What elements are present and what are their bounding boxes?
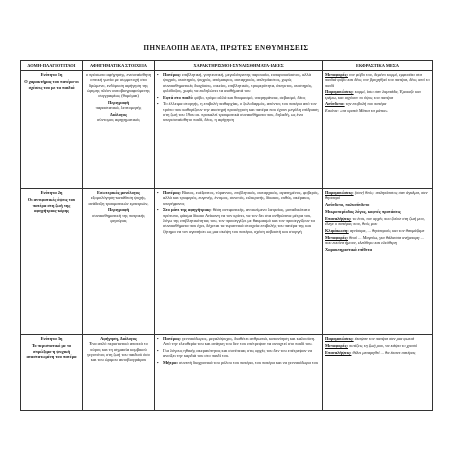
means-label: Χαρακτηριστικά επίθετα [325,246,373,252]
means-item [325,202,430,207]
narrative-text: Ένα απλό περιστατικό αποκτά το κύρος και τη σημασία κομβικού γεγονότος στη ζωή του παιδιού όσο και του ώριμου αυτοβιογράφου [87,341,150,363]
means-item [325,72,430,88]
narrative-text: συναισθηματική της πατρικής φιγούρας [92,212,145,223]
means-item [325,209,430,214]
means-item [325,190,430,201]
bullet-text: θέση αντιφατικής, αντικείμενο λατρείας, μοναδικότατο πρότυπο, φάσμα δίκαιο Ανίκανη να τον κρίνει, να τον δει στα ανθρώπινα μέτρα του, λόγω της επιβλητικότητας του, τον προσεγγίζει με θαυμασμό και τον προσεγγίζουν τα συναισθήματα που έχει, δέχεται τα τυραννικά στοιχεία επιβολής του πατέρα της και ζήτημα να τον αγαπήσει ως μια σκέψη του πατέρα, σχέση σεβαστή και στοργή [163,207,315,234]
table-row [21,335,433,411]
header-narrative: ΑΦΗΓΗΜΑΤΙΚΑ ΣΤΟΙΧΕΙΑ [83,61,155,71]
means-text: αγνίσαμε, ... θησαυρούς και τον θαυμάζαμε [349,227,425,233]
bullet-icon: • [157,360,159,366]
characterization-cell [155,335,323,411]
means-text: κορμί, ίσιο σαν λαμπάδα, Έμοιαζε και τρέμω, και ισχύουν το ύψος του πατέρα [325,89,421,100]
narrative-label: Διάλογος [109,112,128,118]
bullet-text: επιβλητική, γοητευτική, μεγαλόπρεπης παρουσία, ευπαρουσίαστος, αλλά ψυχρός, αυστηρός, ψυχρός, απόμακρος, αυταρχικός, απλησίαστος, χωρίς συναισθηματικές διαχύσεις, οικείος, επιβλητικός, τρυφερότητα, άτεγκτος, αυστηρός, φιλόδοξος, χωρίς να εκδηλώνει τα αισθήματά του [163,72,313,93]
bullet-text: γενναιόδωρος, μεγαλόψυχος, διαθέτει ανθρωπιά, κατανόηση και καλοσύνη. Από την ελευθερία του και ανάγκη του δεν του επέτρεψαν να ανοιχτεί στο παιδί του. [163,336,316,347]
bullet-text: Για λόγους ηθικής ακεραιότητας και συνέπειας στις αρχές του δεν του επέτρεψαν να ανοίξει την καρδιά του στο παιδί του. [163,348,312,359]
means-label: Επαναλήψεις: [325,349,352,355]
table-row [21,71,433,189]
means-text: έκαψαν τον πατέρα σαν μια φωτιά [354,336,415,341]
means-label: Επαναλήψεις: [325,215,352,221]
means-text: το έτσι, τον αρχές που ζούσε στη ζωή μου, έλεγε ο πατέρας που, θεός μου [325,215,425,226]
bullet-item [157,207,320,233]
bullet-icon: • [157,94,159,100]
bullet-icon: • [157,72,159,77]
bullet-text: Βίαιος, ευέξαπτος, τύραννος, επιβλητικός, αυταρχικός, αγαπημένος, φοβερός, αλλά και τρυφερός, ευγενής, έντιμος, συνετός, ειλικρινής, δίκαιος, ευθύς, ακέραιος, υπερήφανος [163,190,319,206]
means-text: θεού ... Μαγεύω, για θάλασσα ανήμπορη ... που εικόνα ήμουν, ελεύθερο και ελεύθερη [325,234,424,245]
means-item [325,336,430,341]
unit-label: Ενότητα 3η [40,336,63,341]
bullet-item [157,348,320,359]
bullet-item [157,72,320,93]
narrative-cell [83,71,155,189]
expressive-means-cell [323,71,433,189]
unit-label: Ενότητα 1η [40,72,63,77]
bullet-icon: • [157,101,159,107]
expressive-means-cell [323,189,433,335]
bullet-label: Μήτρα: [163,360,178,366]
bullet-label: Στο μάτι της αφηγήτριας: [163,207,212,213]
narrative-label: Περιγραφή [107,207,130,213]
means-item [325,247,430,252]
means-item [325,343,430,348]
header-characterizations: ΧΑΡΑΚΤΗΡΙΣΜΟΙ-ΣΥΝΑΙΣΘΗΜΑΤΑ-ΙΔΕΕΣ [155,61,323,71]
means-label: Μεταφορές: [325,234,348,240]
unit-cell [21,189,83,335]
bullet-item [157,190,320,206]
means-item [325,216,430,227]
narrative-text: σύντομος αφηγηματικός [97,117,140,123]
header-structure: ΔΟΜΗ-ΠΛΑΓΙΟΤΙΤΛΟΙ [21,61,83,71]
means-item [325,108,430,113]
bullet-icon: • [157,207,159,213]
narrative-label: Εσωτερικός μονόλογος [97,190,140,195]
unit-cell [21,335,83,411]
bullet-item [157,95,320,100]
means-label: Ασύνδετο: [325,101,345,107]
bullet-icon: • [157,190,159,195]
bullet-icon: • [157,348,159,354]
unit-label: Ενότητα 2η [40,190,63,195]
means-label: Κλιμάκωση: [325,227,349,233]
bullet-label: Εφτά στο παιδί: [163,94,194,100]
unit-title: Οι αντιφατικές όψεις του πατέρα στη ζωή της αφηγήτριας-κόρης [27,197,76,213]
means-item [325,235,430,246]
means-label: Παρομοιώσεις: [325,336,354,341]
means-text: ποτίζεις τη ζωή μου, να κάψει το χρυσό [349,342,418,348]
unit-title: Το περιστατικό με το σπρώξιμο-η ψυχική αναστατωμένη του πατέρα [26,343,77,359]
narrative-label: Περιγραφή [107,99,130,105]
means-item [325,89,430,100]
means-label: Ασύνδετο, πολυσύνδετο [325,202,370,208]
means-text: τον φόβο του, δεμένο κορμί, εμφυσάει στα παιδιά φόβο και δέος τον βρυχηθμό του πατέρα, δέος από το παιδί [325,72,430,88]
header-row [21,61,433,71]
unit-cell [21,71,83,189]
bullet-icon: • [157,336,159,341]
means-text: (σαν) θεός: απλησίαστος σαν άγαλμα, σαν θησαυρό [325,190,428,201]
header-expressive-means: ΕΚΦΡΑΣΤΙΚΑ ΜΕΣΑ [323,61,433,71]
means-label: Παρομοιώσεις: [325,190,354,195]
narrative-cell [83,189,155,335]
means-text: Εικόνα: «τα ορατά Μάτια τα μάτια» [325,108,388,114]
means-label: Μεταφορές: [325,342,348,348]
bullet-label: Πατέρας: [163,190,181,195]
bullet-text: συνεπή διαχρονικά του ρόλου του πατέρα, του πατέρα και να γενναιόδωρα του [179,360,319,366]
table-row [21,189,433,335]
narrative-text: εξομολόγηση-κατάθεση ψυχής, ανάδειξη τραυματικών εμπειριών, [88,195,149,206]
bullet-item [157,360,320,365]
means-label: Μικροπερίοδος λόγος, κοφτές προτάσεις [325,208,401,214]
unit-title: Ο χαρακτήρας του πατέρα-οι σχέσεις του με τα παιδιά [24,79,79,90]
narrative-text: παραστατικά, λεπτομερής [95,105,142,111]
bullet-label: Πατέρας: [163,336,181,341]
bullet-item [157,101,320,122]
bullet-item [157,336,320,347]
means-text: την επιβολή του πατέρα [345,101,387,107]
means-label: Μεταφορές: [325,72,348,77]
expressive-means-cell [323,335,433,411]
means-text: θέλει μεταρηθεί ... θα έκανε πατέρας [352,349,416,355]
means-item [325,350,430,355]
narrative-text: ο πρόσωπο αφήγησης, ενσυναίσθητη οπτική γωνία με συμμετοχή στα δρώμενο, ενδόμυση αφήγηση της ώριμης πλέον αυτοβιογραφούμενης συγγραφέως (θυμόμαι) [85,72,152,99]
analysis-table [20,60,433,411]
bullet-text: Το έλλειμα στοργής, η επιβολή πειθαρχίας, ο ξυλοδαρμός, απόντες του πατέρα από τον τρόπο που καθορίζουν την αυστηρή προσέγγιση και πατέρα που έχουν μεγάλη επίδραση στη ζωή του 19ου αι. προκαλεί τραυματικά συναισθήματα που, δηλαδή, ως ένα υπερσυναίσθητο παιδί, δέος, η αφήγηση [163,101,319,123]
narrative-cell [83,335,155,411]
document-title: ΠΗΝΕΛΟΠΗ ΔΕΛΤΑ, ΠΡΩΤΕΣ ΕΝΘΥΜΗΣΕΙΣ [143,44,309,52]
characterization-cell [155,189,323,335]
bullet-label: Πατέρας: [163,72,181,77]
means-item [325,228,430,233]
bullet-text: φόβο, τρόμο αλλά και θαυμασμό, υπερηφάνεια, σεβασμό, δέος [194,94,306,100]
characterization-cell [155,71,323,189]
means-item [325,101,430,106]
narrative-label: Αφήγηση, Διάλογος [100,336,137,341]
means-label: Παρομοιώσεις: [325,89,354,95]
